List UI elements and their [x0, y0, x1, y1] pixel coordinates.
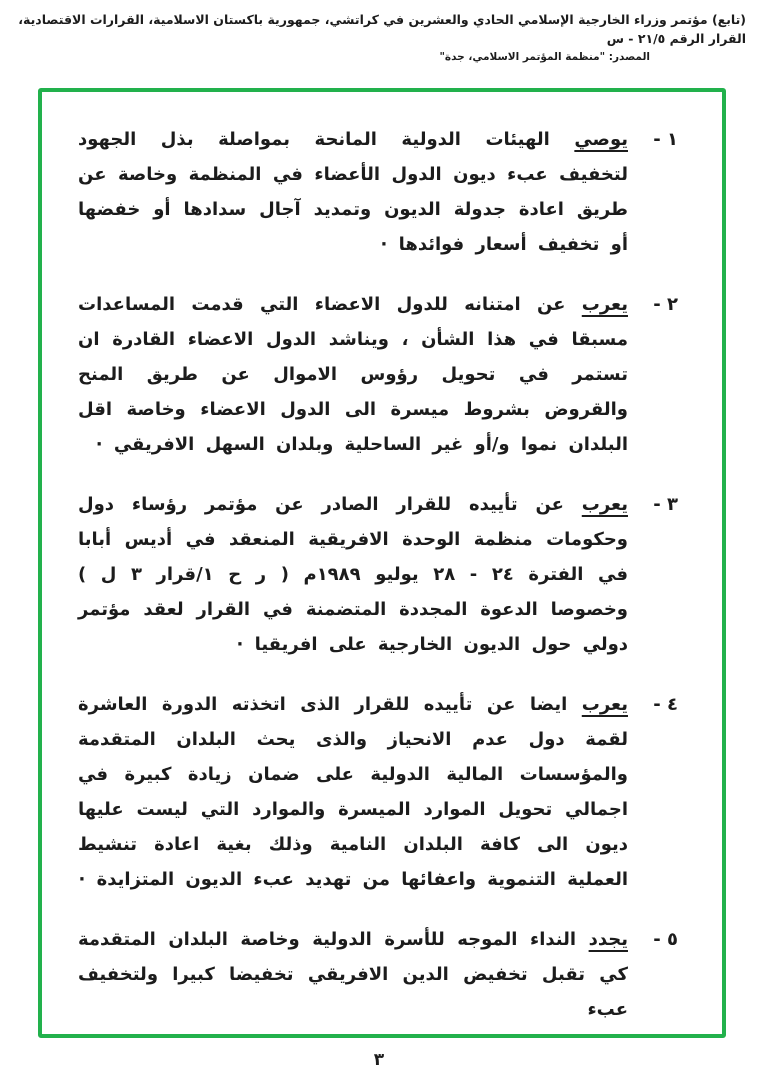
item-text	[78, 487, 628, 662]
page-number: ٣	[373, 1050, 385, 1070]
item-number: ٤ -	[653, 694, 678, 715]
item-text	[78, 287, 628, 462]
list-item	[78, 287, 678, 462]
item-body-text: عن تأييده للقرار الصادر عن مؤتمر رؤساء دول وحكومات منظمة الوحدة الافريقية المنعقد في أديس أبابا في الفترة ٢٤ - ٢٨ يوليو ١٩٨٩م ( ر ح ١/قرار ٣ ل ) وخصوصا الدعوة المجددة المتضمنة في القرار لعقد مؤتمر دولي حول الديون الخارجية على افريقيا ·	[78, 494, 628, 655]
item-body-text: الهيئات الدولية المانحة بمواصلة بذل الجهود لتخفيف عبء ديون الدول الأعضاء في المنظمة وخاصة عن طريق اعادة جدولة الديون وتمديد آجال سدادها أو خفضها أو تخفيف أسعار فوائدها ·	[78, 129, 628, 255]
item-lead-word: يعرب	[581, 294, 628, 315]
item-lead-word: يعرب	[581, 694, 628, 715]
resolution-green-box	[38, 88, 726, 1038]
item-lead-word: يعرب	[581, 494, 628, 515]
header-continuation-line: (تابع) مؤتمر وزراء الخارجية الإسلامي الحادي والعشرين في كراتشي، جمهورية باكستان الاسلامية، القرارات الاقتصادية، القرار الرقم ٢١/٥ - س	[18, 12, 746, 47]
list-item	[78, 687, 678, 897]
item-text	[78, 687, 628, 897]
list-item	[78, 122, 678, 262]
item-text	[78, 122, 628, 262]
document-header	[0, 0, 758, 67]
item-text	[78, 922, 628, 1027]
item-body-text: النداء الموجه للأسرة الدولية وخاصة البلدان المتقدمة كي تقبل تخفيض الدين الافريقي تخفيضا كبيرا ولتخفيف عبء	[78, 929, 628, 1020]
item-number: ١ -	[653, 129, 678, 150]
header-source-line: المصدر: "منظمة المؤتمر الاسلامي، جدة"	[439, 50, 650, 63]
list-item	[78, 922, 678, 1027]
item-lead-word: يجدد	[588, 929, 628, 950]
item-body-text: ايضا عن تأييده للقرار الذى اتخذته الدورة العاشرة لقمة دول عدم الانحياز والذى يحث البلدان المتقدمة والمؤسسات المالية الدولية على ضمان زيادة كبيرة في اجمالي تحويل الموارد الميسرة والموارد التي ليست عليها ديون الى كافة البلدان النامية وذلك بغية اعادة تنشيط العملية التنموية واعفائها من تهديد عبء الديون المتزايدة ·	[78, 694, 628, 890]
item-lead-word: يوصي	[574, 129, 628, 150]
item-body-text: عن امتنانه للدول الاعضاء التي قدمت المساعدات مسبقا في هذا الشأن ، ويناشد الدول الاعضاء القادرة ان تستمر في تحويل رؤوس الاموال عن طريق المنح والقروض بشروط ميسرة الى الدول الاعضاء وخاصة اقل البلدان نموا و/أو غير الساحلية وبلدان السهل الافريقي ·	[78, 294, 628, 455]
item-number: ٢ -	[653, 294, 678, 315]
item-number: ٥ -	[653, 929, 678, 950]
list-item	[78, 487, 678, 662]
item-number: ٣ -	[653, 494, 678, 515]
